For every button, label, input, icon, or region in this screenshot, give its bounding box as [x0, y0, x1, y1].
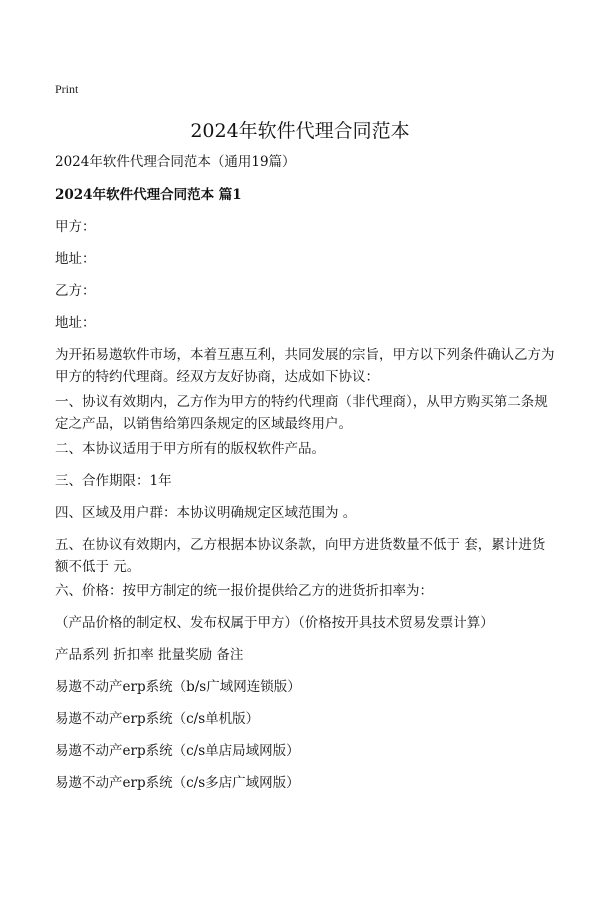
product-row: 易遨不动产erp系统（c/s多店广域网版） [55, 775, 300, 791]
product-row: 易遨不动产erp系统（c/s单机版） [55, 711, 260, 727]
section-heading: 2024年软件代理合同范本 篇1 [55, 187, 242, 203]
product-row: 易遨不动产erp系统（c/s单店局域网版） [55, 743, 300, 759]
clause-5: 五、在协议有效期内，乙方根据本协议条款，向甲方进货数量不低于 套，累计进货额不低于 元。 [55, 537, 546, 575]
document-subtitle: 2024年软件代理合同范本（通用19篇） [55, 154, 296, 170]
address-a-field: 地址： [55, 251, 96, 267]
intro-paragraph: 为开拓易遨软件市场，本着互惠互利，共同发展的宗旨，甲方以下列条件确认乙方为甲方的特约代理商。经双方友好协商，达成如下协议： [55, 347, 555, 385]
party-a-field: 甲方： [55, 219, 96, 235]
document-title: 2024年软件代理合同范本 [190, 120, 410, 142]
address-b-field: 地址： [55, 315, 96, 331]
clause-2: 二、本协议适用于甲方所有的版权软件产品。 [55, 441, 325, 457]
product-row: 易遨不动产erp系统（b/s广域网连锁版） [55, 679, 301, 695]
print-label: Print [55, 82, 79, 96]
price-note: （产品价格的制定权、发布权属于甲方）（价格按开具技术贸易发票计算） [55, 615, 494, 631]
clause-3: 三、合作期限：1年 [55, 473, 172, 489]
party-b-field: 乙方： [55, 283, 96, 299]
clause-6: 六、价格：按甲方制定的统一报价提供给乙方的进货折扣率为： [55, 583, 433, 599]
clause-4: 四、区域及用户群：本协议明确规定区域范围为 。 [55, 505, 357, 521]
clause-1: 一、协议有效期内，乙方作为甲方的特约代理商（非代理商），从甲方购买第二条规定之产品，以销售给第四条规定的区域最终用户。 [55, 394, 548, 432]
product-table-header: 产品系列 折扣率 批量奖励 备注 [55, 647, 244, 663]
